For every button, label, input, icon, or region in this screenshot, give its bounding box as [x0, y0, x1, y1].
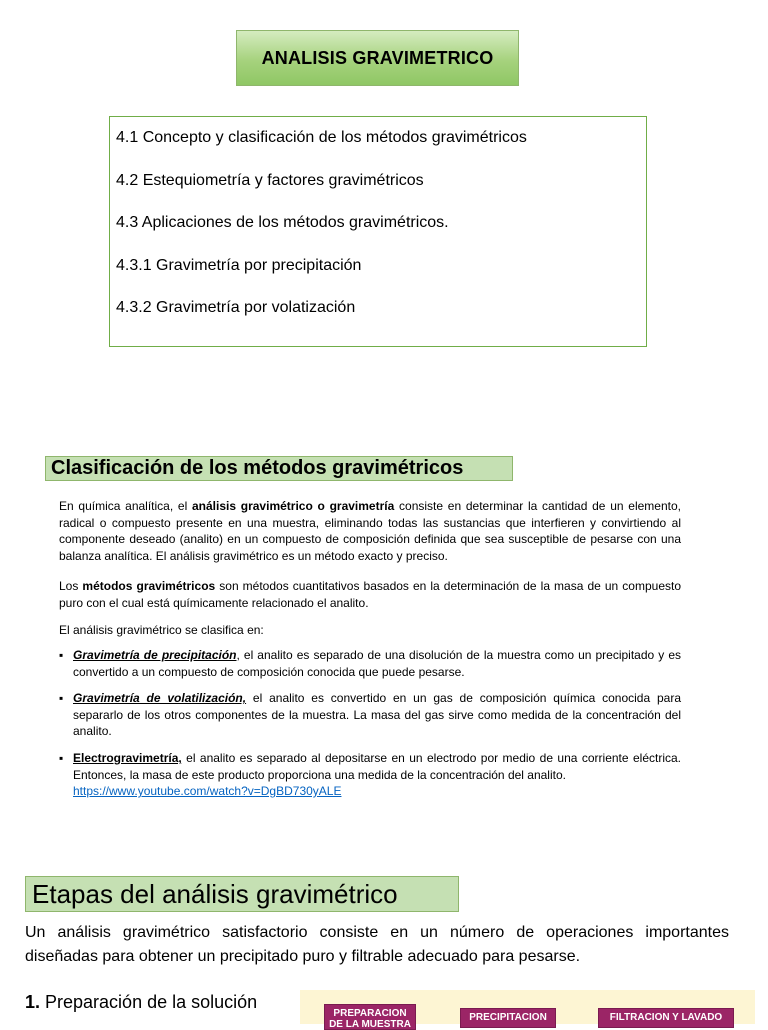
- toc-item-4-3: 4.3 Aplicaciones de los métodos gravimétricos.: [116, 214, 449, 231]
- section-heading-etapas: [25, 876, 459, 912]
- toc-item-4-3-1: 4.3.1 Gravimetría por precipitación: [116, 257, 362, 274]
- paragraph-text: son métodos cuantitativos basados en la determinación de la masa de un compuesto puro con el cual está químicamente relacionado el analito.: [59, 579, 681, 610]
- term-electrogravimetria: Electrogravimetría,: [73, 751, 182, 765]
- bold-term: métodos gravimétricos: [82, 579, 216, 593]
- paragraph-methods: [59, 578, 681, 611]
- toc-item-4-3-2: 4.3.2 Gravimetría por volatización: [116, 299, 356, 316]
- section-heading-text: Etapas del análisis gravimétrico: [32, 878, 398, 909]
- document-title-box: [236, 30, 519, 86]
- toc-item-4-1: 4.1 Concepto y clasificación de los métodos gravimétricos: [116, 129, 527, 146]
- stage-label: PREPARACION: [333, 1008, 407, 1019]
- paragraph-etapas: Un análisis gravimétrico satisfactorio consiste en un número de operaciones importantes diseñadas para obtener un precipitado puro y filtrable adecuado para pesarse.: [25, 924, 729, 965]
- toc-item-4-2: 4.2 Estequiometría y factores gravimétricos: [116, 172, 424, 189]
- step-text: Preparación de la solución: [40, 992, 258, 1012]
- bullet-marker: ▪: [59, 648, 64, 662]
- list-item-volatilizacion: [59, 690, 681, 740]
- bullet-marker: ▪: [59, 751, 64, 765]
- stage-precipitacion: [460, 1008, 556, 1028]
- term-precipitacion: Gravimetría de precipitación: [73, 648, 237, 662]
- section-heading-clasificacion: [45, 456, 513, 481]
- list-item-text: , el analito es separado de una disolución de la muestra como un precipitado y es convertido a un compuesto de composición conocida que puede pesarse.: [73, 648, 681, 679]
- list-item-text: el analito es convertido en un gas de composición química conocida para separarlo de los otros componentes de la muestra. La masa del gas sirve como medida de la concentración del analito.: [73, 691, 682, 738]
- list-item-precipitacion: [59, 647, 681, 680]
- term-volatilizacion: Gravimetría de volatilización,: [73, 691, 247, 705]
- step-number: 1.: [25, 992, 41, 1012]
- stage-filtracion: [598, 1008, 734, 1028]
- document-title: ANALISIS GRAVIMETRICO: [261, 47, 494, 68]
- stage-label: PRECIPITACION: [469, 1012, 547, 1023]
- bold-term: análisis gravimétrico o gravimetría: [192, 499, 395, 513]
- stage-preparacion: [324, 1004, 416, 1030]
- list-item-text: el analito es separado al depositarse en un electrodo por medio de una corriente eléctrica. Entonces, la masa de este producto proporciona una medida de la concentración del analito.: [73, 751, 681, 782]
- stage-label: DE LA MUESTRA: [329, 1019, 411, 1030]
- paragraph-text: consiste en determinar la cantidad de un elemento, radical o compuesto presente en una muestra, eliminando todas las sustancias que interfieren y convirtiendo al componente deseado (analito) en un compuesto de composición definida que sea susceptible de pesarse con una balanza analítica. El análisis gravimétrico es un método exacto y preciso.: [59, 499, 681, 563]
- paragraph-text: En química analítica, el: [59, 499, 192, 513]
- paragraph-classification-intro: El análisis gravimétrico se clasifica en:: [59, 623, 264, 637]
- stage-label: FILTRACION Y LAVADO: [609, 1012, 723, 1023]
- stages-diagram: [300, 990, 755, 1030]
- table-of-contents: [109, 116, 647, 347]
- youtube-link[interactable]: https://www.youtube.com/watch?v=DgBD730yALE: [73, 784, 342, 798]
- bullet-marker: ▪: [59, 691, 64, 705]
- step-1-label: [25, 992, 257, 1013]
- section-heading-text: Clasificación de los métodos gravimétricos: [51, 457, 464, 479]
- paragraph-definition: [59, 498, 681, 564]
- list-item-electrogravimetria: [59, 750, 681, 800]
- paragraph-text: Los: [59, 579, 83, 593]
